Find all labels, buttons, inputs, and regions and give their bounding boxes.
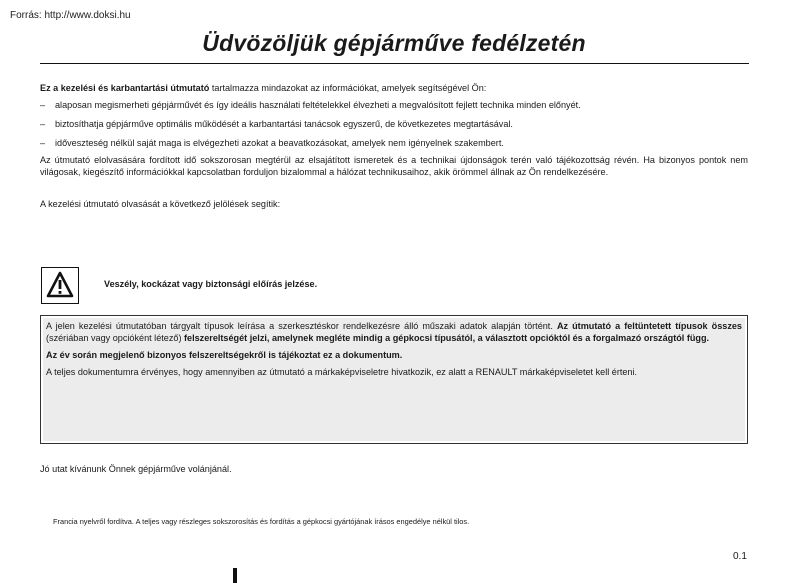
bullet-dash: – [40, 119, 46, 129]
notice-paragraph [46, 320, 742, 344]
notice-paragraph: A teljes dokumentumra érvényes, hogy amennyiben az útmutató a márkaképviseletre hivatkozik, ez alatt a RENAULT márkaképviseletet kell érteni. [46, 367, 638, 377]
closing-text: Jó utat kívánunk Önnek gépjárműve volánjánál. [40, 464, 232, 474]
notice-box [40, 315, 748, 444]
intro-bold: Ez a kezelési és karbantartási útmutató [40, 83, 210, 93]
notice-text: (szériában vagy opcióként létező) [46, 333, 184, 343]
title-rule [40, 63, 749, 64]
page-number: 0.1 [733, 551, 747, 562]
intro-text: tartalmazza mindazokat az információkat, amelyek segítségével Ön: [209, 83, 487, 93]
bullet-text: biztosíthatja gépjárműve optimális működését a karbantartási tanácsok egyszerű, de következetes megtartásával. [55, 119, 513, 129]
bullet-text: időveszteség nélkül saját maga is elvégezheti azokat a beavatkozásokat, amelyek nem igényelnek szakembert. [55, 138, 504, 148]
intro-paragraph [40, 82, 748, 94]
notice-bold: Az év során megjelenő bizonyos felszereltségekről is tájékoztat ez a dokumentum. [46, 350, 403, 360]
symbols-intro: A kezelési útmutató olvasását a következő jelölések segítik: [40, 199, 281, 209]
bullet-dash: – [40, 100, 46, 110]
bullet-text: alaposan megismerheti gépjárművét és így ideális használati feltételekkel élvezheti a megvalósított fejlett technika minden előnyét. [55, 100, 581, 110]
warning-description: Veszély, kockázat vagy biztonsági előírás jelzése. [104, 279, 318, 289]
page-title: Üdvözöljük gépjárműve fedélzetén [202, 30, 586, 56]
info-paragraph: Az útmutató elolvasására fordított idő sokszorosan megtérül az elsajátított ismeretek és a technikai újdonságok terén való tájékozottság révén. Ha bizonyos pontok nem világosak, kiegészítő információkkal kapcsolatban forduljon bizalommal a hálózat technikusaihoz, akik örömmel állnak az Ön rendelkezésére. [40, 155, 748, 177]
footnote: Francia nyelvről fordítva. A teljes vagy részleges sokszorosítás és fordítás a gépkocsi gyártójának írásos engedélye nélkül tilos. [53, 517, 470, 526]
bullet-dash: – [40, 138, 46, 148]
notice-paragraph [46, 349, 742, 361]
notice-bold: felszereltségét jelzi, amelynek megléte mindig a gépkocsi típusától, a választott opcióktól és a forgalmazó országtól függ. [184, 333, 710, 343]
edge-marker [233, 568, 237, 583]
notice-bold: Az útmutató a feltüntetett típusok összes [556, 321, 742, 331]
warning-triangle-icon [41, 267, 79, 304]
source-note: Forrás: http://www.doksi.hu [10, 10, 131, 21]
notice-text: A jelen kezelési útmutatóban tárgyalt típusok leírása a szerkesztéskor rendelkezésre álló műszaki adatok alapján történt. [46, 321, 557, 331]
